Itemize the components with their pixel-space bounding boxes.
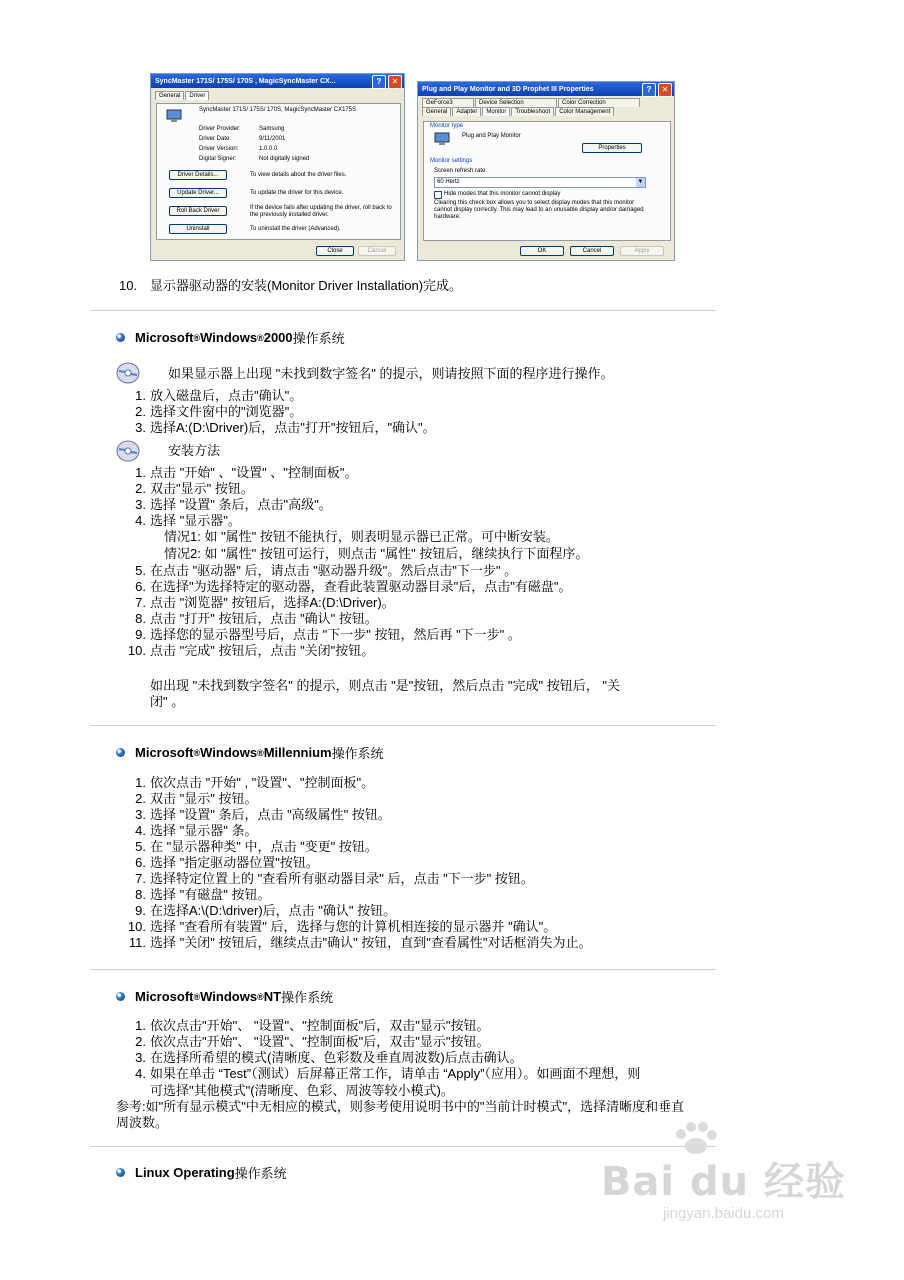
refresh-rate-label: Screen refresh rate: — [434, 168, 488, 174]
list-item: 1. 依次点击"开始"、 "设置"、"控制面板"后，双击"显示"按钮。 — [135, 1018, 490, 1033]
driver-panel — [156, 103, 401, 240]
bullet-icon — [116, 748, 125, 757]
apply-button[interactable]: Apply — [620, 246, 664, 256]
cancel-button[interactable]: Cancel — [358, 246, 396, 256]
dialog-titlebar — [418, 82, 674, 96]
monitor-properties-dialog — [417, 81, 675, 261]
dialog-title: Plug and Play Monitor and 3D Prophet III Properties — [422, 85, 594, 93]
ok-button[interactable]: OK — [520, 246, 564, 256]
tab-geforce3[interactable]: GeForce3 — [422, 98, 474, 107]
close-icon[interactable]: ✕ — [388, 75, 402, 89]
tab-driver[interactable]: Driver — [185, 91, 209, 100]
refresh-rate-value: 60 Hertz — [437, 179, 460, 185]
list-item: 7. 点击 "浏览器" 按钮后，选择A:(D:\Driver)。 — [135, 595, 395, 610]
case-2-text: 情况2: 如 "属性" 按钮可运行，则点击 "属性" 按钮后，继续执行下面程序。 — [164, 546, 589, 561]
list-item: 1. 点击 "开始" 、"设置" 、"控制面板"。 — [135, 465, 358, 480]
driver-properties-dialog — [150, 73, 405, 261]
dialog-title: SyncMaster 171S/ 175S/ 170S , MagicSyncMaster CX... — [155, 77, 336, 85]
warning-text: Clearing this check box allows you to select display modes that this monitor cannot display correctly. This may lead to an unusable display and/or damaged hardware. — [434, 200, 644, 220]
divider — [90, 725, 716, 726]
tab-device-selection[interactable]: Device Selection — [475, 98, 557, 107]
cd-icon — [116, 440, 140, 462]
winnt-step4-continued: 可选择"其他模式"(清晰度、色彩、周波等较小模式)。 — [150, 1083, 454, 1098]
baidu-jingyan-watermark — [601, 1150, 846, 1222]
list-item: 3. 在选择所希望的模式(清晰度、色彩数及垂直周波数)后点击确认。 — [135, 1050, 523, 1065]
list-item: 2. 双击 "显示" 按钮。 — [135, 791, 258, 806]
tab-monitor[interactable]: Monitor — [482, 107, 510, 116]
list-item: 1. 放入磁盘后，点击"确认"。 — [135, 388, 303, 403]
action-desc: If the device fails after updating the driver, roll back to the previously installed driver. — [250, 205, 392, 218]
bullet-icon — [116, 333, 125, 342]
bullet-icon — [116, 992, 125, 1001]
info-value: 1.0.0.0 — [259, 146, 278, 152]
hide-modes-label: Hide modes that this monitor cannot display — [444, 191, 561, 197]
case-1-text: 情况1: 如 "属性" 按钮不能执行，则表明显示器已正常。可中断安装。 — [164, 529, 559, 544]
info-label: Driver Provider: — [199, 126, 241, 132]
driver-details-button[interactable]: Driver Details... — [169, 170, 227, 180]
list-item: 3. 选择A:(D:\Driver)后，点击"打开"按钮后，"确认"。 — [135, 420, 436, 435]
roll-back-driver-button[interactable]: Roll Back Driver — [169, 206, 227, 216]
list-item: 5. 在 "显示器种类" 中，点击 "变更" 按钮。 — [135, 839, 378, 854]
bullet-icon — [116, 1168, 125, 1177]
list-item: 6. 选择 "指定驱动器位置"按钮。 — [135, 855, 319, 870]
hide-modes-checkbox[interactable] — [434, 191, 442, 199]
section-title-winnt: Microsoft ® Windows ® NT 操作系统 — [116, 987, 333, 1006]
list-item: 3. 选择 "设置" 条后，点击 "高级属性" 按钮。 — [135, 807, 391, 822]
properties-button[interactable]: Properties — [582, 143, 642, 153]
section-title-winme: Microsoft ® Windows ® Millennium 操作系统 — [116, 743, 384, 762]
info-label: Digital Signer: — [199, 156, 237, 162]
section-title-win2000: Microsoft ® Windows ® 2000 操作系统 — [116, 328, 345, 347]
tab-color-management[interactable]: Color Management — [555, 107, 614, 116]
info-label: Driver Date: — [199, 136, 232, 142]
signature-note-line1: 如出现 "未找到数字签名" 的提示，则点击 "是"按钮，然后点击 "完成" 按钮后， "关 — [150, 678, 620, 693]
win2000-intro: 如果显示器上出现 "未找到数字签名" 的提示，则请按照下面的程序进行操作。 — [168, 366, 614, 381]
cancel-button[interactable]: Cancel — [570, 246, 614, 256]
tab-general[interactable]: General — [422, 107, 451, 116]
signature-note-line2: 闭" 。 — [150, 694, 185, 709]
update-driver-button[interactable]: Update Driver... — [169, 188, 227, 198]
divider — [90, 1146, 716, 1147]
monitor-type-label: Monitor type — [430, 123, 464, 129]
list-item: 9. 选择您的显示器型号后，点击 "下一步" 按钮，然后再 "下一步" 。 — [135, 627, 521, 642]
monitor-settings-label: Monitor settings — [430, 158, 473, 164]
action-desc: To update the driver for this device. — [250, 190, 344, 196]
chevron-down-icon[interactable]: ▼ — [637, 179, 644, 185]
list-item: 2. 选择文件窗中的"浏览器"。 — [135, 404, 303, 419]
list-item: 1. 依次点击 "开始" , "设置"、"控制面板"。 — [135, 775, 375, 790]
reference-note-line1: 参考:如"所有显示模式"中无相应的模式，则参考使用说明书中的"当前计时模式"，选择清晰度和垂直 — [116, 1099, 685, 1114]
dialog-titlebar — [151, 74, 404, 88]
info-value: 9/11/2001 — [259, 136, 286, 142]
list-item: 10. 选择 "查看所有装置" 后，选择与您的计算机相连接的显示器并 "确认"。 — [127, 919, 557, 934]
tab-adapter[interactable]: Adapter — [452, 107, 481, 116]
list-item: 3. 选择 "设置" 条后，点击"高级"。 — [135, 497, 332, 512]
monitor-name: Plug and Play Monitor — [462, 133, 521, 139]
install-method-heading: 安装方法 — [168, 443, 221, 458]
tab-troubleshoot[interactable]: Troubleshoot — [511, 107, 554, 116]
watermark-main: Bai du 经验 — [600, 1159, 846, 1205]
reference-note-line2: 周波数。 — [116, 1115, 169, 1130]
list-item: 8. 点击 "打开" 按钮后，点击 "确认" 按钮。 — [135, 611, 378, 626]
action-desc: To view details about the driver files. — [250, 172, 347, 178]
list-item: 4. 选择 "显示器" 条。 — [135, 823, 258, 838]
monitor-panel — [423, 121, 671, 241]
close-button[interactable]: Close — [316, 246, 354, 256]
watermark-url: jingyan.baidu.com — [662, 1205, 784, 1222]
refresh-rate-select[interactable] — [434, 177, 646, 188]
winnt-steps — [135, 1018, 641, 1082]
winme-steps — [127, 775, 592, 951]
list-item: 4. 选择 "显示器"。 — [135, 513, 241, 528]
divider — [90, 969, 716, 970]
list-item: 9. 在选择A:\(D:\driver)后，点击 "确认" 按钮。 — [135, 903, 397, 918]
list-item: 2. 双击"显示" 按钮。 — [135, 481, 254, 496]
win2000-steps-a — [135, 465, 358, 529]
win2000-pre-steps — [135, 388, 436, 436]
action-desc: To uninstall the driver (Advanced). — [250, 226, 341, 232]
paw-icon — [673, 1122, 719, 1156]
uninstall-button[interactable]: Uninstall — [169, 224, 227, 234]
info-value: Not digitally signed — [259, 156, 310, 162]
info-label: Driver Version: — [199, 146, 239, 152]
section-title-linux: Linux Operating 操作系统 — [116, 1163, 287, 1182]
list-item: 11. 选择 "关闭" 按钮后，继续点击"确认" 按钮，直到"查看属性"对话框消失为止。 — [128, 935, 592, 950]
monitor-icon — [166, 109, 182, 123]
tab-general[interactable]: General — [155, 91, 184, 100]
help-button[interactable]: ? — [372, 75, 386, 89]
install-complete-text: 显示器驱动器的安装(Monitor Driver Installation)完成。 — [150, 278, 463, 293]
list-item: 5. 在点击 "驱动器" 后，请点击 "驱动器升级"。然后点击"下一步" 。 — [135, 563, 518, 578]
list-item: 10. 点击 "完成" 按钮后，点击 "关闭"按钮。 — [127, 643, 375, 658]
list-item: 4. 如果在单击 “Test”（测试）后屏幕正常工作，请单击 “Apply”（应用）。如画面不理想，则 — [135, 1066, 641, 1081]
info-value: Samsung — [259, 126, 285, 132]
step-number: 10. — [119, 278, 138, 293]
cd-icon — [116, 362, 140, 384]
list-item: 2. 依次点击"开始"、 "设置"、"控制面板"后，双击"显示"按钮。 — [135, 1034, 490, 1049]
divider — [90, 310, 716, 311]
list-item: 6. 在选择"为选择特定的驱动器，查看此装置驱动器目录"后，点击"有磁盘"。 — [135, 579, 572, 594]
close-icon[interactable]: ✕ — [658, 83, 672, 97]
list-item: 7. 选择特定位置上的 "查看所有驱动器目录" 后，点击 "下一步" 按钮。 — [135, 871, 534, 886]
help-button[interactable]: ? — [642, 83, 656, 97]
device-name: SyncMaster 171S/ 175S/ 170S, MagicSyncMaster CX175S — [199, 107, 357, 113]
monitor-icon — [434, 132, 450, 146]
tab-color-correction[interactable]: Color Correction — [558, 98, 640, 107]
list-item: 8. 选择 "有磁盘" 按钮。 — [135, 887, 271, 902]
win2000-steps-b — [127, 563, 572, 659]
